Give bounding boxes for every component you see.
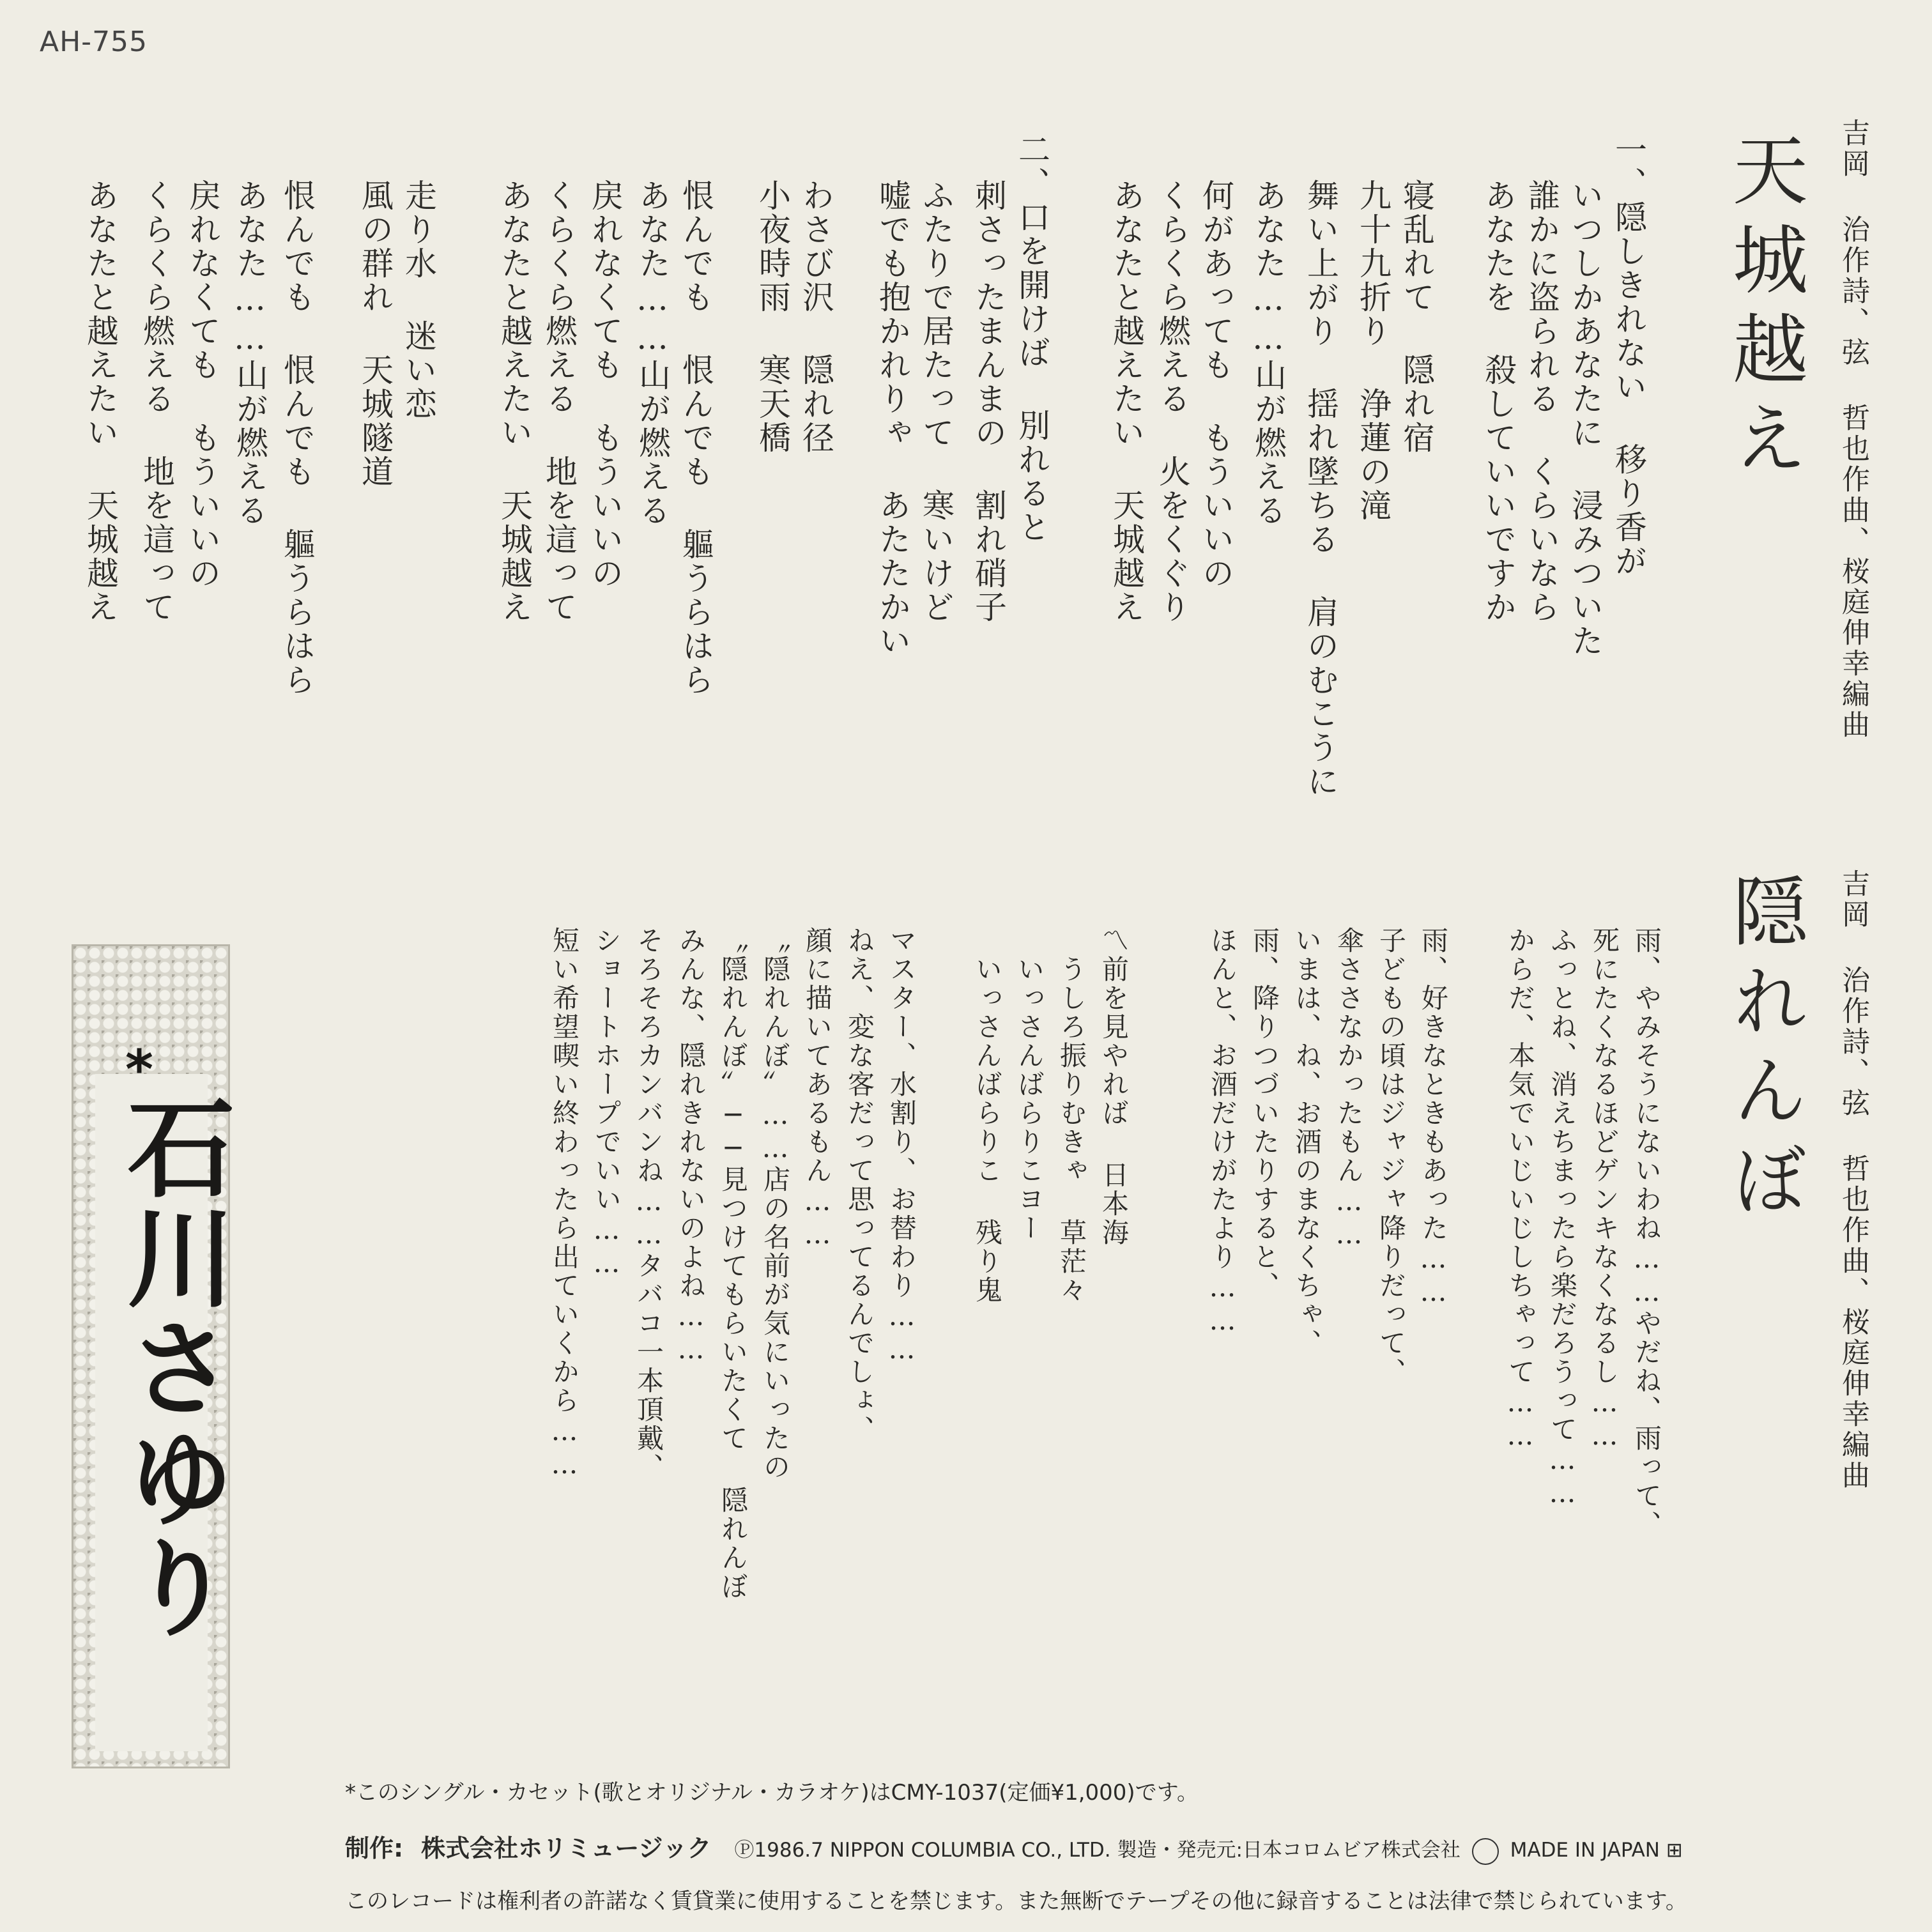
lyric-line: 何があっても もういいの xyxy=(1197,179,1234,590)
lyric-line: みんな、隠れきれないのよね…… xyxy=(675,926,707,1367)
lyric-line: くらくら燃える 火をくぐり xyxy=(1154,179,1191,624)
lyric-line: 雨、好きなときもあった…… xyxy=(1418,926,1449,1309)
lyric-line: からだ、本気でいじいじしちゃって…… xyxy=(1505,926,1536,1453)
song2-credit: 吉岡 治作詩、弦 哲也作曲、桜庭伸幸編曲 xyxy=(1837,869,1869,1491)
lyric-line: 嘘でも抱かれりゃ あたたかい xyxy=(874,179,911,658)
catalog-number: AH-755 xyxy=(40,26,148,58)
production-line xyxy=(345,1828,1683,1865)
lyric-line: あなた……山が燃える xyxy=(1250,179,1287,528)
song1-credit: 吉岡 治作詩、弦 哲也作曲、桜庭伸幸編曲 xyxy=(1837,118,1869,740)
lyric-line: 走り水 迷い恋 xyxy=(400,179,437,421)
lyric-line: 寝乱れて 隠れ宿 xyxy=(1398,179,1435,455)
lyric-line: あなたと越えたい 天城越え xyxy=(1108,179,1145,624)
lyric-line: ほんと、お酒だけがたより…… xyxy=(1207,926,1238,1338)
artist-name: 石川さゆり xyxy=(110,1092,235,1642)
lyric-line: ショートホープでいい…… xyxy=(591,926,622,1280)
lyric-line: 九十九折り 浄蓮の滝 xyxy=(1354,179,1392,523)
lyric-line: わさび沢 隠れ径 xyxy=(797,179,834,455)
lyric-line: 死にたくなるほどゲンキなくなるし…… xyxy=(1589,926,1620,1453)
lyric-line: 子どもの頃はジャジャ降りだって、 xyxy=(1376,926,1407,1386)
lyric-line: あなた……山が燃える xyxy=(231,179,268,528)
lyric-line: ねえ、変な客だって思ってるんでしょ、 xyxy=(844,926,875,1444)
lyric-line: 戻れなくても もういいの xyxy=(586,179,624,590)
lyric-line: あなたと越えたい 天城越え xyxy=(82,179,119,624)
lyric-line: あなたと越えたい 天城越え xyxy=(496,179,533,624)
artist-asterisk: * xyxy=(125,1038,153,1101)
lyric-line: ふたりで居たって 寒いけど xyxy=(917,179,954,624)
lyric-line: ふっとね、消えちまったら楽だろうって…… xyxy=(1547,926,1578,1510)
cassette-note: *このシングル・カセット(歌とオリジナル・カラオケ)はCMY-1037(定価¥1,000)です。 xyxy=(345,1780,1199,1805)
lyric-line: あなたを 殺していいですか xyxy=(1480,179,1517,624)
made-in-mark-icon: ⊞ xyxy=(1666,1839,1683,1862)
lyric-line: いつしかあなたに 浸みついた xyxy=(1567,179,1604,658)
lyric-line: うしろ振りむきゃ 草茫々 xyxy=(1056,955,1087,1305)
lyric-line: くらくら燃える 地を這って xyxy=(540,179,578,624)
music-note-logo-icon xyxy=(1472,1838,1499,1865)
production-label: 制作: xyxy=(345,1834,404,1862)
production-company: 株式会社ホリミュージック xyxy=(421,1834,712,1862)
lyric-line: 二、口を開けば 別れると xyxy=(1013,133,1050,544)
lyric-line: 刺さったまんまの 割れ硝子 xyxy=(970,179,1007,624)
song2-title: 隠れんぼ xyxy=(1720,872,1808,1230)
lyric-line: 雨、降りつづいたりすると、 xyxy=(1249,926,1280,1300)
lyric-line: 誰かに盗られる くらいなら xyxy=(1523,179,1560,624)
lyric-line: あなた……山が燃える xyxy=(634,179,671,528)
lyric-line: 小夜時雨 寒天橋 xyxy=(754,179,791,455)
lyric-line: 短い希望喫い終わったら出ていくから…… xyxy=(549,926,580,1482)
lyric-line: 〝隠れんぼ〟──見つけてもらいたくて 隠れんぼ xyxy=(717,926,749,1601)
lyric-line: 〽前を見やれば 日本海 xyxy=(1098,926,1130,1247)
lyric-line: 恨んでも 恨んでも 軀うらはら xyxy=(677,179,714,697)
lyric-line: マスター、水割り、お替わり…… xyxy=(886,926,917,1367)
lyric-line: いっさんばらりこ 残り鬼 xyxy=(972,955,1003,1305)
lyric-line: 恨んでも 恨んでも 軀うらはら xyxy=(279,179,316,697)
lyric-line: 戻れなくても もういいの xyxy=(184,179,221,590)
copyright: Ⓟ1986.7 NIPPON COLUMBIA CO., LTD. 製造・発売元:日本コロムビア株式会社 xyxy=(734,1839,1460,1862)
lyric-line: いまは、ね、お酒のまなくちゃ、 xyxy=(1291,926,1322,1358)
lyric-line: 顔に描いてあるもん…… xyxy=(802,926,833,1252)
lyric-line: いっさんばらりこヨー xyxy=(1014,955,1045,1243)
lyric-line: 〝隠れんぼ〟……店の名前が気にいったの xyxy=(760,926,791,1482)
made-in: MADE IN JAPAN xyxy=(1510,1839,1660,1862)
lyric-line: 雨、やみそうにないわね……やだね、雨って、 xyxy=(1631,926,1662,1539)
lyric-line: 風の群れ 天城隧道 xyxy=(356,179,394,489)
song1-title: 天城越え xyxy=(1720,131,1808,489)
legal-notice: このレコードは権利者の許諾なく賃貸業に使用することを禁じます。また無断でテープその他に録音することは法律で禁じられています。 xyxy=(345,1889,1687,1914)
lyric-line: 傘ささなかったもん…… xyxy=(1333,926,1365,1252)
lyric-line: 舞い上がり 揺れ墜ちる 肩のむこうに xyxy=(1302,179,1339,799)
lyric-line: くらくら燃える 地を這って xyxy=(138,179,175,624)
lyric-line: 一、隠しきれない 移り香が xyxy=(1610,133,1647,578)
lyric-line: そろそろカンバンね……タバコ一本頂戴、 xyxy=(633,926,664,1482)
